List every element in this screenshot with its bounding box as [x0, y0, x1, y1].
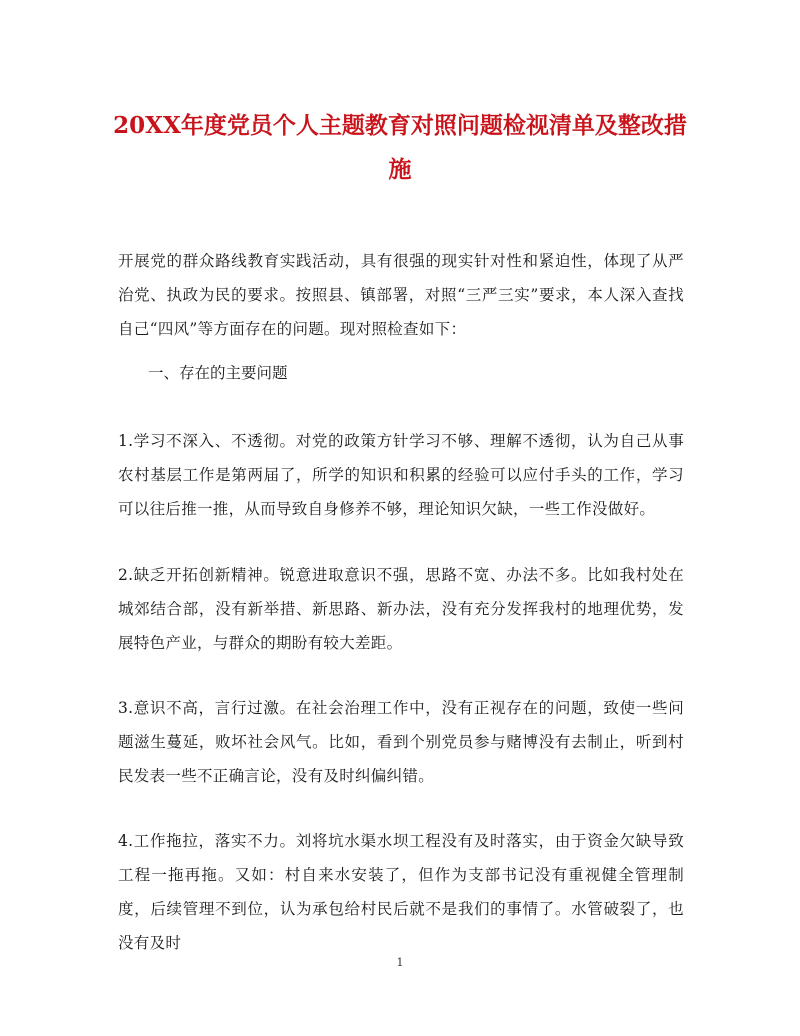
section-heading: 一、存在的主要问题: [148, 364, 288, 382]
problem-item-3: 3.意识不高，言行过激。在社会治理工作中，没有正视存在的问题，致使一些问题滋生蔓延，败坏社会风气。比如，看到个别党员参与赌博没有去制止，听到村民发表一些不正确言论，没有及时纠偏纠错。: [118, 699, 684, 785]
page-number: 1: [396, 956, 404, 969]
problem-item-4: 4.工作拖拉，落实不力。刘将坑水渠水坝工程没有及时落实，由于资金欠缺导致工程一拖再拖。又如：村自来水安装了，但作为支部书记没有重视健全管理制度，后续管理不到位，认为承包给村民后就不是我们的事情了。水管破裂了，也没有及时: [118, 832, 684, 952]
intro-paragraph: 开展党的群众路线教育实践活动，具有很强的现实针对性和紧迫性，体现了从严治党、执政为民的要求。按照县、镇部署，对照“三严三实”要求，本人深入查找自己“四风”等方面存在的问题。现对照检查如下：: [118, 252, 684, 338]
problem-item-2: 2.缺乏开拓创新精神。锐意进取意识不强，思路不宽、办法不多。比如我村处在城郊结合部，没有新举措、新思路、新办法，没有充分发挥我村的地理优势，发展特色产业，与群众的期盼有较大差距。: [118, 566, 684, 652]
problem-item-1: 1.学习不深入、不透彻。对党的政策方针学习不够、理解不透彻，认为自己从事农村基层工作是第两届了，所学的知识和积累的经验可以应付手头的工作，学习可以往后推一推，从而导致自身修养不够，理论知识欠缺，一些工作没做好。: [118, 432, 684, 518]
document-title: 20XX年度党员个人主题教育对照问题检视清单及整改措施: [113, 112, 687, 183]
